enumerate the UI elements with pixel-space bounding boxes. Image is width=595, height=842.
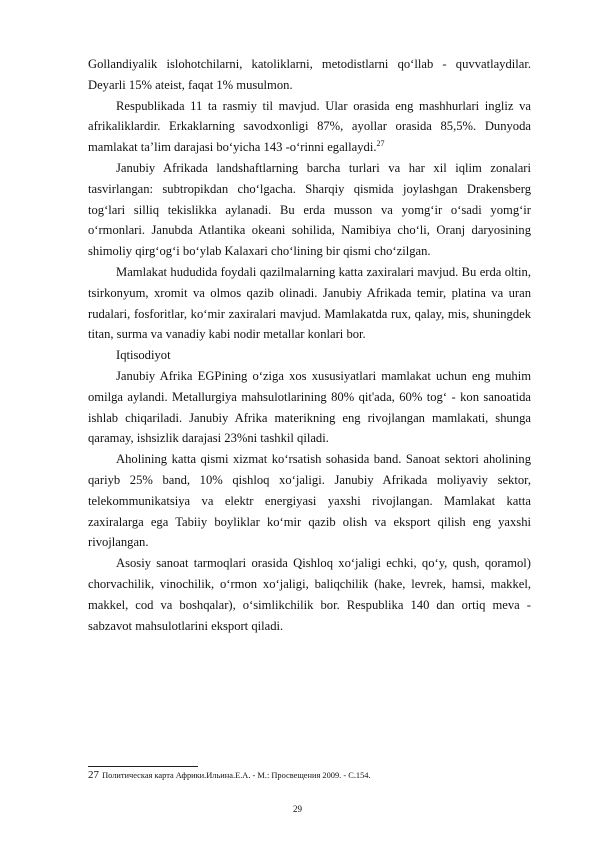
paragraph-minerals: Mamlakat hududida foydali qazilmalarning katta zaxiralari mavjud. Bu erda oltin, tsirkonyum, xromit va olmos qazib olinadi. Janubiy Afrikada temir, platina va uran rudalari, fosforitlar, ko‘mir zaxiralari mavjud. Mamlakatda rux, qalay, mis, shuningdek titan, surma va vanadiy kabi nodir metallar konlari bor. xyxy=(88,264,531,342)
footnote xyxy=(88,769,531,782)
paragraph-languages-text: Respublikada 11 ta rasmiy til mavjud. Ular orasida eng mashhurlari ingliz va afrikaliklardir. Erkaklarning savodxonligi 87%, ayollar orasida 85,5%. Dunyoda mamlakat ta’lim darajasi bo‘yicha 143 -o‘rinni egallaydi. xyxy=(88,98,531,155)
paragraph-landscape: Janubiy Afrikada landshaftlarning barcha turlari va har xil iqlim zonalari tasvirlangan: subtropikdan cho‘lgacha. Sharqiy qismida joylashgan Drakensberg tog‘lari silliq tekislikka aylanadi. Bu erda musson va yomg‘ir o‘sadi yomg‘ir o‘rmonlari. Janubda Atlantika okeani sohilida, Namibiya cho‘li, Oranj daryosining shimoliy qirg‘og‘i bo‘ylab Kalaxari cho‘lining bir qismi cho‘zilgan. xyxy=(88,160,531,259)
paragraph-religion: Gollandiyalik islohotchilarni, katoliklarni, metodistlarni qo‘llab - quvvatlaydilar. Deyarli 15% ateist, faqat 1% musulmon. xyxy=(88,57,531,92)
footnote-text: Политическая карта Африки.Ильина.Е.А. - М.: Просвещения 2009. - С.154. xyxy=(102,771,371,780)
section-heading-economy: Iqtisodiyot xyxy=(116,348,171,363)
page-number: 29 xyxy=(293,804,302,814)
page-body xyxy=(88,54,531,636)
footnote-reference[interactable]: 27 xyxy=(376,139,385,148)
paragraph-egp: Janubiy Afrika EGPining o‘ziga xos xususiyatlari mamlakat uchun eng muhim omilga aylandi. Metallurgiya mahsulotlarining 80% qit'ada, 60% tog‘ - kon sanoatida ishlab chiqariladi. Janubiy Afrika materikning eng rivojlangan mamlakati, shunga qaramay, ishsizlik darajasi 23%ni tashkil qiladi. xyxy=(88,368,531,446)
paragraph-languages xyxy=(88,96,531,158)
paragraph-industries: Asosiy sanoat tarmoqlari orasida Qishloq xo‘jaligi echki, qo‘y, qush, qoramol) chorvachilik, vinochilik, o‘rmon xo‘jaligi, baliqchilik (hake, levrek, hamsi, makkel, makkel, cod va boshqalar), o‘simlikchilik bor. Respublika 140 dan ortiq meva -sabzavot mahsulotlarini eksport qiladi. xyxy=(88,556,531,633)
footnote-number: 27 xyxy=(88,769,99,781)
paragraph-employment: Aholining katta qismi xizmat ko‘rsatish sohasida band. Sanoat sektori aholining qariyb 25% band, 10% qishloq xo‘jaligi. Janubiy Afrikada moliyaviy sektor, telekommunikatsiya va elektr energiyasi yaxshi rivojlangan. Mamlakat katta zaxiralarga ega Tabiiy boyliklar ko‘mir qazib olish va eksport qilish eng yaxshi rivojlangan. xyxy=(88,452,531,550)
footnote-divider xyxy=(88,766,198,767)
